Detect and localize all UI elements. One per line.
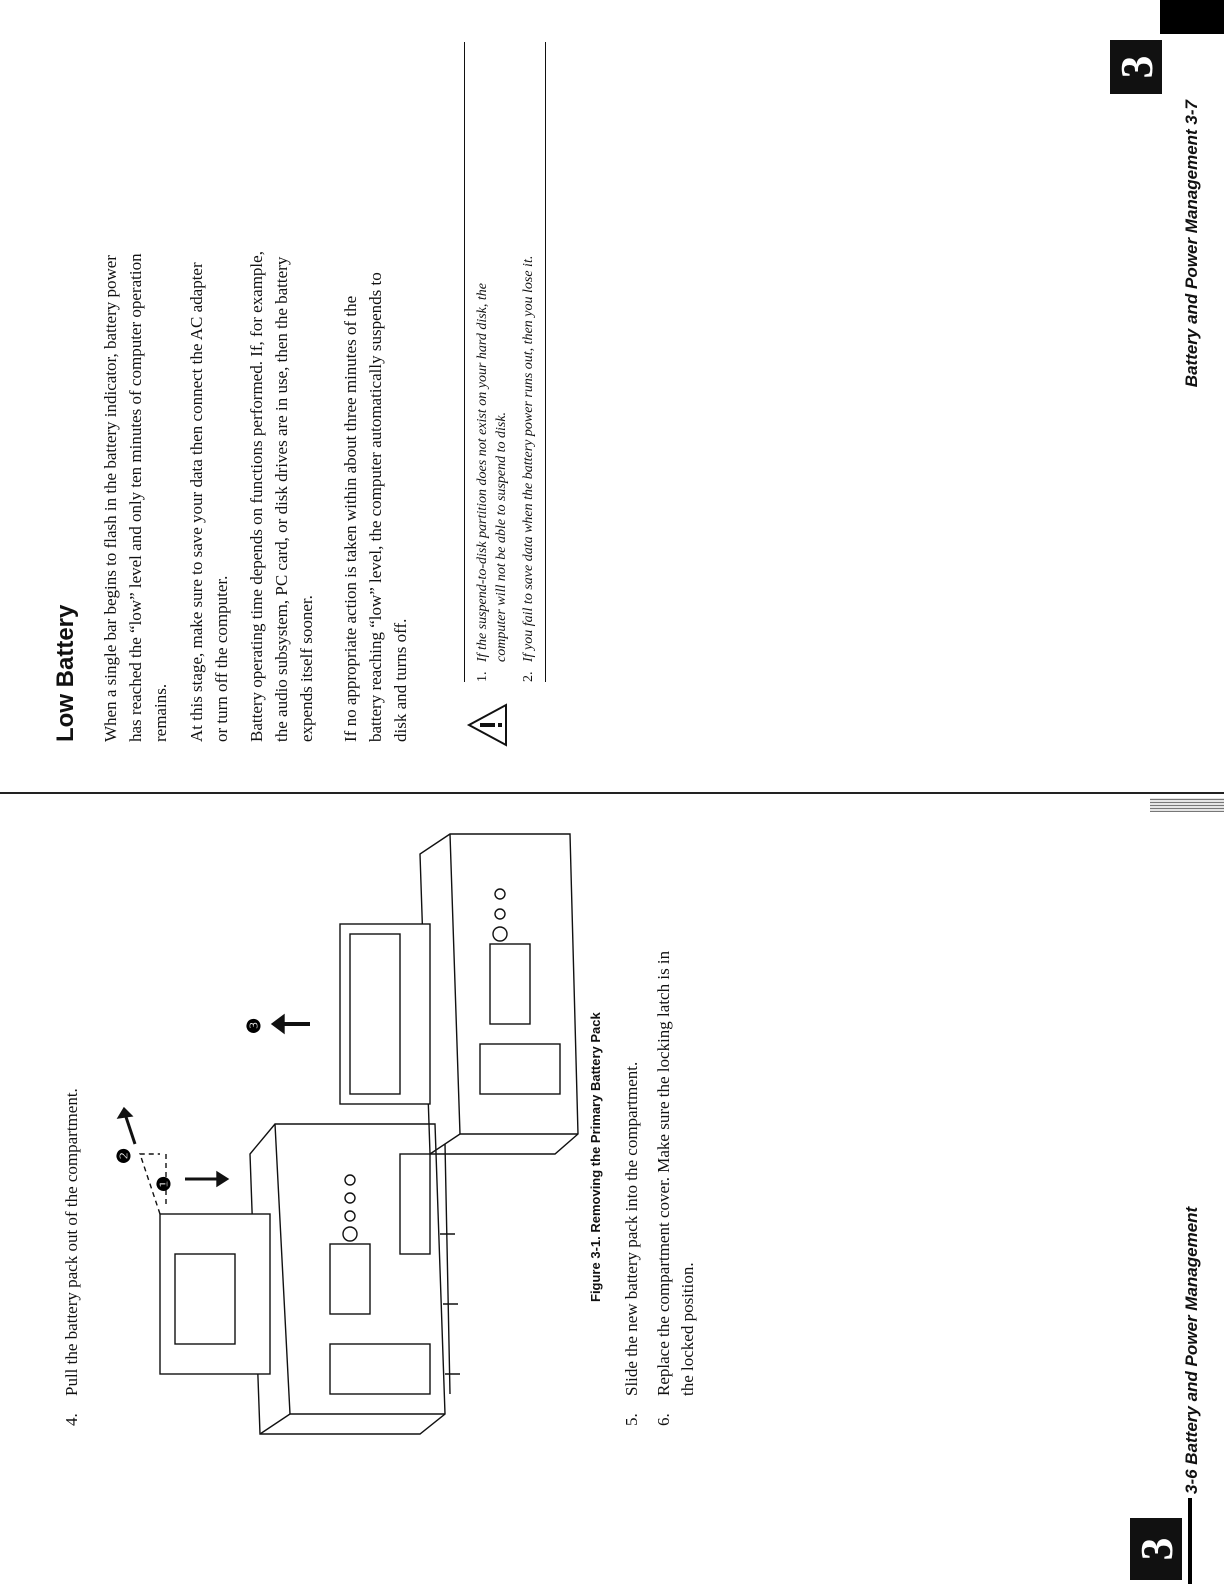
note-text: If you fail to save data when the battery power runs out, then you lose it. bbox=[521, 255, 536, 662]
chapter-tab-right bbox=[1110, 40, 1162, 94]
chapter-tab-left bbox=[1130, 1518, 1182, 1580]
paragraph-line: disk and turns off. bbox=[391, 618, 410, 742]
step-text-line: the locked position. bbox=[678, 1262, 697, 1396]
step-text-line: Replace the compartment cover. Make sure the locking latch is in bbox=[654, 950, 673, 1396]
warning-note bbox=[473, 42, 513, 682]
note-text-line: If the suspend-to-disk partition does not exist on your hard disk, the bbox=[475, 283, 490, 662]
paragraph-line: expends itself sooner. bbox=[297, 595, 316, 742]
step-5 bbox=[620, 846, 646, 1426]
tab-underline bbox=[1188, 1498, 1192, 1584]
step-6 bbox=[652, 826, 704, 1426]
scan-edge-block bbox=[1160, 0, 1224, 34]
laptop-2-drawing bbox=[340, 834, 578, 1154]
paragraph-line: the audio subsystem, PC card, or disk drives are in use, then the battery bbox=[272, 256, 291, 742]
callout-3: ❸ bbox=[244, 1017, 264, 1034]
step-text: Slide the new battery pack into the compartment. bbox=[622, 1061, 641, 1396]
page-footer-right: Battery and Power Management 3-7 bbox=[1182, 100, 1201, 388]
paragraph-line: At this stage, make sure to save your data then connect the AC adapter bbox=[187, 262, 206, 742]
warning-notes-box bbox=[464, 42, 546, 682]
step-text: Pull the battery pack out of the compartment. bbox=[62, 1088, 81, 1396]
paragraph bbox=[98, 42, 173, 742]
step-4 bbox=[60, 846, 86, 1426]
paragraph bbox=[184, 42, 234, 742]
warning-note bbox=[519, 42, 539, 682]
paragraph-line: If no appropriate action is taken within about three minutes of the bbox=[341, 295, 360, 742]
callout-1: ❶ bbox=[154, 1175, 174, 1192]
chapter-tab-number: 3 bbox=[1110, 55, 1162, 79]
page-footer-left: 3-6 Battery and Power Management bbox=[1182, 1206, 1201, 1494]
paragraph-line: Battery operating time depends on functions performed. If, for example, bbox=[247, 251, 266, 742]
step-text bbox=[652, 951, 700, 1396]
battery-removal-illustration bbox=[100, 814, 580, 1454]
paragraph-line: or turn off the computer. bbox=[212, 575, 231, 742]
step-number: 4. bbox=[62, 1413, 81, 1426]
paragraph bbox=[338, 42, 413, 742]
warning-triangle-icon bbox=[466, 702, 510, 748]
section-heading: Low Battery bbox=[52, 604, 79, 742]
note-number: 1. bbox=[475, 671, 490, 682]
note-number: 2. bbox=[521, 671, 536, 682]
scan-gutter-shadow bbox=[1150, 798, 1224, 812]
chapter-tab-number: 3 bbox=[1130, 1537, 1182, 1561]
note-text bbox=[473, 62, 511, 662]
page-gutter bbox=[0, 792, 1224, 794]
step-number: 6. bbox=[654, 1413, 673, 1426]
step-number: 5. bbox=[622, 1413, 641, 1426]
paragraph-line: remains. bbox=[151, 683, 170, 742]
paragraph-line: has reached the “low” level and only ten minutes of computer operation bbox=[126, 253, 145, 742]
callout-2: ❷ bbox=[114, 1147, 134, 1164]
left-page bbox=[0, 792, 1224, 1584]
paragraph bbox=[244, 42, 319, 742]
figure-caption: Figure 3-1. Removing the Primary Battery Pack bbox=[588, 1012, 603, 1302]
paragraph-line: battery reaching “low” level, the computer automatically suspends to bbox=[366, 272, 385, 742]
paragraph-line: When a single bar begins to flash in the battery indicator, battery power bbox=[101, 255, 120, 742]
note-text-line: computer will not be able to suspend to disk. bbox=[494, 411, 509, 662]
laptop-1-drawing bbox=[140, 1124, 460, 1434]
